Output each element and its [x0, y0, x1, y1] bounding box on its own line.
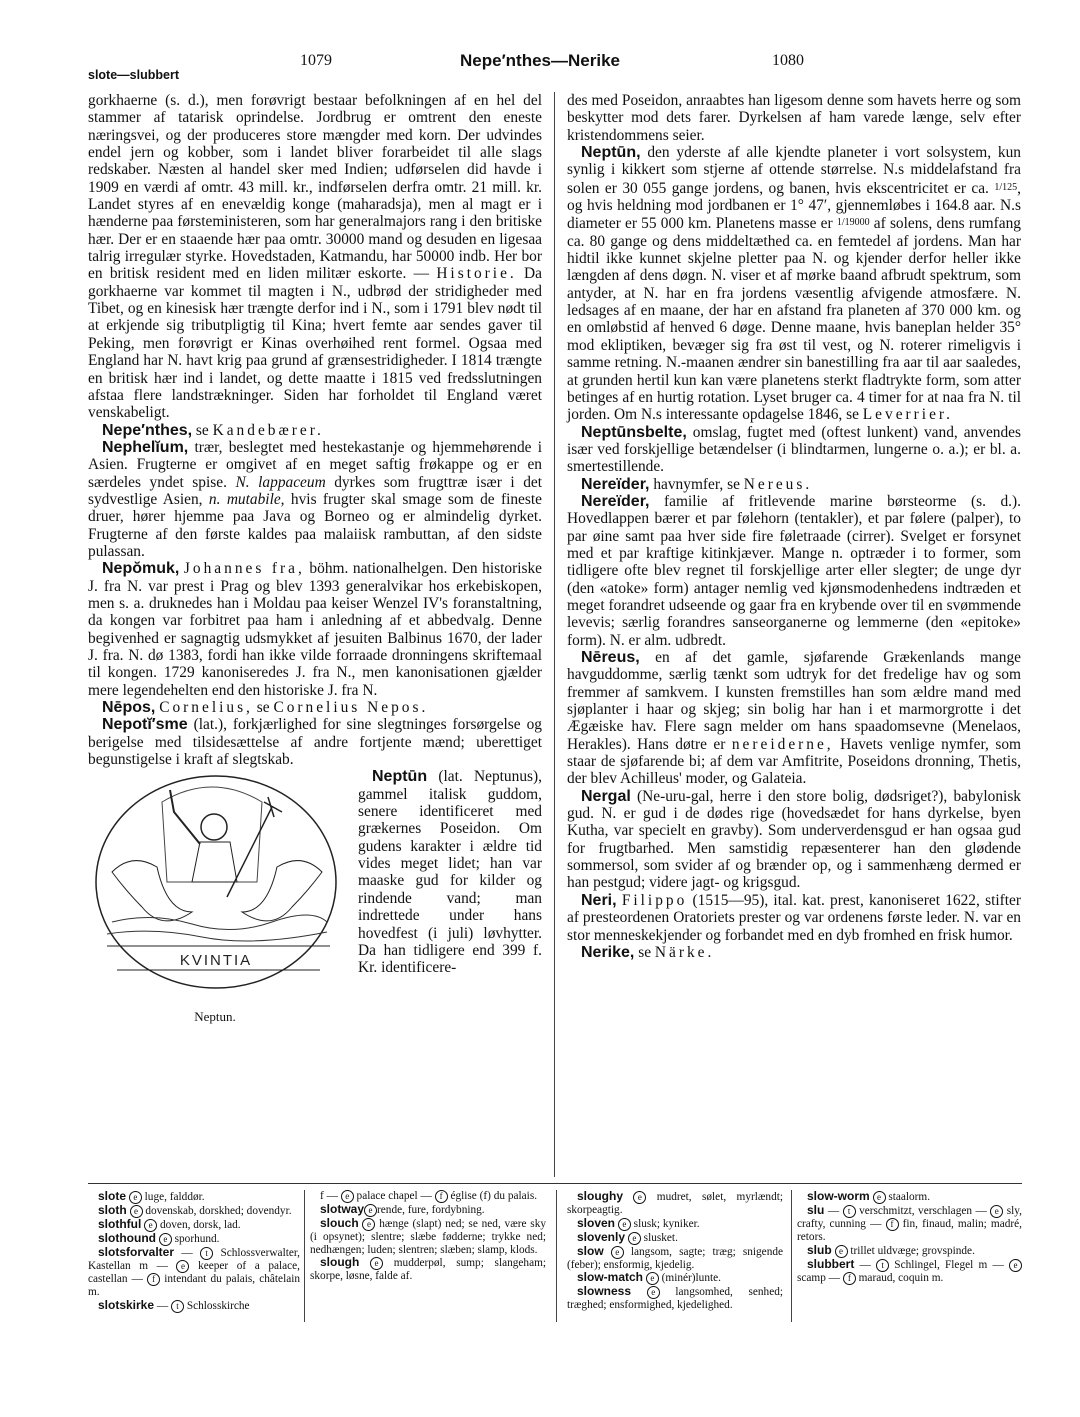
entry-text: des med Poseidon, anraabtes han ligesom denne som havets herre og som beskytter mod dets farer. Dyrkelsen af ham varede længe, selv efter kristendommens seier. — [567, 92, 1021, 144]
encyclopedia-entry — [797, 1204, 1022, 1244]
dictionary-column-4 — [797, 1190, 1022, 1285]
spaced-term: Leverrier. — [862, 406, 954, 424]
entry-headword: slothful — [98, 1217, 142, 1231]
spaced-term: Filippo — [621, 891, 688, 909]
figure-caption: Neptun. — [194, 1009, 236, 1025]
spaced-term: Närke. — [654, 943, 715, 961]
entry-text: Havets venlige nymfer, som staar de sjøfarende bi; af dem var Amfitrite, Poseidons dronning, Thetis, der blev Achilleus' moder, og Galateia. — [567, 735, 1021, 788]
neptune-illustration — [88, 772, 350, 1025]
entry-text — [604, 1246, 611, 1258]
entry-text: Schlosskirche — [184, 1299, 250, 1312]
left-column — [88, 92, 543, 1025]
encyclopedia-entry — [88, 1299, 300, 1313]
spaced-term: Cornelius, — [159, 699, 253, 717]
neptune-engraving — [92, 772, 342, 1004]
encyclopedia-entry — [567, 1217, 783, 1231]
encyclopedia-entry — [567, 1245, 783, 1272]
language-marker: f — [147, 1273, 160, 1286]
entry-text: hænge (slapt) ned; se ned, være sky (i opsynet); slentre; slæbe fødderne; trykke ned; nedhængen; luden; slentren; slæben; slamp, klods. — [310, 1218, 546, 1256]
entry-text: slusket. — [640, 1231, 678, 1244]
entry-text: Da gorkhaerne var kommet til magten i N., udbrød der stridigheder med Tibet, og en kinesisk hær trængte derfor ind i N., som i 1791 blev nødt til at erkjende sig tributpligtig til Kina; hvert femte aar sendes gaver til Peking, men forøvrigt er Kinas overhøihed rent formel. Ogsaa med England har N. havt krig paa grund af grænsestridigheder. I 1814 trængte en britisk hær ind i landet, og dette maatte i 1815 ved fredsslutningen afstaa flere landstrækninger. Siden har forholdet til England været venskabeligt. — [88, 265, 543, 422]
entry-text: gorkhaerne (s. d.), men forøvrigt bestaar befolkningen af en hel del stammer af tatarisk oprindelse. Jordbrug er omtrent den eneste næringsvei, og der produceres store mængder med korn. Der udvindes endel jern og kobber, som i landet bliver forarbeidet til alle slags redskaber. Næsten al handel sker med Indien; udførselen did havde i 1909 en værdi af omtr. 43 mill. kr., indførselen derfra omtr. 21 mill. kr. Landet styres af en enevældig konge (maharadsja), men al magt er i hænderne paa førsteministeren, som har generalmajors rang i den britiske hær. Der er en staaende hær paa omtr. 30000 mand og desuden en ligesaa talrig irregulær styrke. Hovedstaden, Katmandu, har 50000 indb. Her bor en britisk resident med en liden militær eskorte. — — [88, 92, 542, 283]
entry-text: den yderste af alle kjendte planeter i vort solsystem, kun synlig i kikkert som stjerne af ottende størrelse. N.s middelafstand fra solen er 30 055 gange jordens, og banen, hvis ekscentricitet er ca. — [567, 144, 1021, 197]
entry-text: staalorm. — [885, 1191, 931, 1203]
entry-text — [631, 1286, 647, 1298]
entry-headword: slow-worm — [807, 1189, 870, 1203]
encyclopedia-entry — [567, 1190, 783, 1217]
entry-text: böhm. nationalhelgen. Den historiske J. fra N. var prest i Prag og blev 1393 generalvikar hos erkebiskopen, men s. a. druknedes han i Moldau paa keiser Wenzel IV's foranstaltning, da kongen var forbitret paa ham i anledning af et abbedvalg. Denne begivenhed er sagnagtig udsmykket af jesuiten Balbinus 1670, der lader J. fra. N. dø 1383, fordi han ikke vilde forraade dronningens skriftemaal til kongen. 1729 kanoniseredes J. fra N., men kanonisationen gjælder mere legendehelten end den historiske J. fra N. — [88, 560, 542, 699]
entry-text: dyrkes som frugttræ især i det sydvestlige Asien, — [88, 473, 542, 508]
entry-headword: slouch — [320, 1216, 359, 1230]
entry-headword: Nēreus, — [581, 649, 640, 666]
entry-text: intendant du palais, châtelain m. — [88, 1273, 301, 1298]
entry-text: langsomhed, senhed; træghed; ensformighed, kjedelighed. — [567, 1286, 784, 1312]
entry-headword: slow-match — [577, 1270, 644, 1285]
entry-headword: slote — [98, 1189, 127, 1203]
encyclopedia-entry — [88, 1232, 300, 1246]
language-marker: f — [843, 1272, 856, 1285]
italic-term: N. lappaceum — [235, 473, 326, 491]
spaced-term: Kandebærer. — [212, 421, 324, 439]
entry-headword: slothound — [98, 1231, 156, 1245]
entry-headword: sloven — [577, 1215, 616, 1230]
entry-text: mudret, sølet, myrlændt; skorpeagtig. — [567, 1191, 783, 1216]
language-marker: t — [171, 1300, 184, 1313]
entry-headword: sloughy — [577, 1189, 624, 1203]
entry-text: rende, fure, fordybning. — [377, 1204, 485, 1216]
language-marker: e — [370, 1257, 383, 1270]
entry-text: f — — [320, 1190, 341, 1202]
entry-text: se — [634, 943, 655, 961]
entry-headword: slow — [577, 1243, 604, 1258]
page-number-left: 1079 — [300, 52, 332, 69]
entry-headword: Nepotĭ′sme — [102, 716, 188, 734]
entry-text: trær, beslegtet med hestekastanje og hjemmehørende i Asien. Frugterne er omgivet af en meget saftig frøkappe og er en særdeles yndet spise. — [88, 438, 542, 491]
inscription-text: KVINTIA — [179, 952, 253, 970]
entry-text: havnymfer, se — [649, 475, 744, 493]
entry-text: scamp — — [797, 1271, 843, 1284]
encyclopedia-entry — [88, 422, 542, 439]
entry-text: trillet uldvæge; grovspinde. — [847, 1244, 975, 1257]
entry-headword: slub — [807, 1242, 832, 1257]
spaced-term: Nereus. — [743, 475, 813, 493]
language-marker: t — [843, 1205, 856, 1218]
entry-text: doven, dorsk, lad. — [157, 1219, 241, 1231]
encyclopedia-entry — [310, 1256, 546, 1283]
entry-text: fin, finaud, malin; madré, retors. — [797, 1218, 1022, 1243]
fraction: 1/125 — [994, 181, 1018, 193]
encyclopedia-entry — [567, 476, 1021, 493]
encyclopedia-entry — [567, 1285, 783, 1312]
language-marker: e — [835, 1245, 848, 1258]
entry-headword: slotsforvalter — [98, 1245, 175, 1259]
entry-text: (Ne-uru-gal, herre i den store bolig, dødsriget?), babylonisk gud. N. er gud i de dødes rige (hovedsædet for hans dyrkelse, byen Kutha, var specielt en gravby). Som underverdensgud er han ogsaa gud for frugtbarhed. Men samstidig repæsenterer han den glødende sommersol, som svider af og brænder op, og i sammenhæng dermed er han pestgud; videre jagt- og krigsgud. — [567, 787, 1021, 892]
language-marker: e — [129, 1191, 142, 1204]
entry-headword: Nēpos, — [102, 699, 156, 717]
language-marker: e — [618, 1218, 631, 1231]
encyclopedia-entry — [567, 892, 1021, 944]
language-marker: t — [200, 1247, 213, 1260]
encyclopedia-entry — [567, 1231, 783, 1245]
entry-text — [359, 1257, 370, 1269]
entry-text: Schlingel, Flegel m — — [889, 1258, 1009, 1271]
encyclopedia-entry — [88, 716, 542, 768]
entry-headword: Neri, — [581, 891, 617, 909]
language-marker: e — [159, 1233, 172, 1246]
entry-text: (minér)lunte. — [658, 1272, 721, 1285]
language-marker: t — [876, 1259, 889, 1272]
encyclopedia-entry — [567, 424, 1021, 476]
entry-text: hvis frugter skal smage som de fineste druer, hører hjemme paa Java og Borneo og er almindelig dyrket. Frugterne af den første kaldes paa malaiisk rambuttan, af den sidste pulassan. — [88, 490, 542, 560]
entry-text: langsom, sagte; træg; snigende (feber); ensformig, kjedelig. — [567, 1245, 784, 1271]
page-number-right: 1080 — [772, 52, 804, 69]
language-marker: f — [435, 1190, 448, 1203]
entry-text: , og hvis heldning mod jordbanen er 1° 47′, gjennemløbes i 164.8 aar. N.s diameter er 55 000 km. Planetens masse er — [567, 179, 1021, 233]
entry-text — [623, 1191, 633, 1203]
language-marker: e — [176, 1260, 189, 1273]
language-marker: e — [1009, 1259, 1022, 1272]
right-column — [567, 92, 1021, 961]
spaced-term: Historie. — [436, 265, 517, 283]
encyclopedia-entry — [567, 1271, 783, 1285]
language-marker: e — [144, 1219, 157, 1232]
encyclopedia-entry — [88, 768, 542, 1025]
encyclopedia-entry — [88, 1204, 300, 1218]
entry-headword: Nepŏmuk, — [102, 560, 180, 578]
entry-headword: Neptūn — [372, 768, 428, 786]
entry-headword: Nepe′nthes, — [102, 421, 193, 439]
encyclopedia-entry — [88, 1246, 300, 1299]
language-marker: e — [611, 1246, 624, 1259]
encyclopedia-entry — [567, 649, 1021, 788]
entry-headword: slubbert — [807, 1256, 855, 1271]
language-marker: f — [886, 1218, 899, 1231]
continued-text — [88, 92, 542, 422]
encyclopedia-entry — [88, 1218, 300, 1232]
column-divider — [554, 92, 555, 1177]
entry-text: mudderpøl, sump; slangeham; skorpe, løsne, falde af. — [310, 1257, 547, 1283]
entry-text: se — [192, 421, 213, 439]
encyclopedia-entry — [567, 144, 1021, 424]
entry-text: en af det gamle, sjøfarende Grækenlands mange havguddomme, særlig tænkt som udtryk for det fredelige hav og som fremmer af samkvem. I kunsten fremstilles han som ældre mand med sjøplanter i haar og skjeg; sin bolig har han i et marmorgrotte i det Ægæiske hav. Flere sagn melder om hans spaadomsevne (Menelaos, Herakles). Hans døtre er — [567, 649, 1021, 753]
entry-text: (lat.), forkjærlighed for sine slegtninges forsørgelse og berigelse med tilsidesættelse af andre fortjente mænd; uberettiget begunstigelse i kraft af slegtskab. — [88, 716, 542, 769]
encyclopedia-entry — [567, 788, 1021, 892]
entry-text: luge, falddør. — [141, 1191, 205, 1203]
entry-headword: slu — [807, 1203, 825, 1217]
spaced-term: nereiderne, — [731, 735, 834, 753]
entry-text: — — [154, 1299, 171, 1312]
language-marker: e — [362, 1218, 375, 1231]
language-marker: e — [873, 1191, 886, 1204]
italic-term: n. mutabile, — [208, 490, 285, 508]
spaced-term: Cornelius Nepos. — [273, 699, 429, 717]
language-marker: e — [341, 1190, 354, 1203]
entry-text: sporhund. — [171, 1233, 220, 1245]
entry-headword: Nereïder, — [581, 492, 650, 510]
entry-text: familie af fritlevende marine børsteorme (s. d.). Hovedlappen bærer et par følehorn (tentakler), et par følere (palper), to par øine samt paa hver side fire føletraade (cirrer). Svelget er forsynet med et par kraftige kitinkjæver. Mange n. optræder i to former, som tidligere ofte blev regnet til forskjellige arter eller slegter; de unge dyr (den «atoke» form) antager nemlig ved kjønsmodenhedens indtræden et meget forandret udseende og gaar fra en krybende over til en svømmende levevis; særlig forandres sanseorganerne og lemmerne (den «epitoke» form). N. er alm. udbredt. — [567, 492, 1021, 649]
entry-text: — — [824, 1205, 843, 1217]
entry-headword: slovenly — [577, 1229, 626, 1244]
entry-text: omslag, fugtet med (oftest lunkent) vand, anvendes især ved forskjellige betændelser (i blindtarmen, lungerne o. a.); er bl. a. smertestillende. — [567, 423, 1021, 476]
entry-text: af solens, dens rumfang ca. 80 gange og dens middeltæthed ca. en femtedel af jordens. Man har hidtil ikke kunnet skjelne pletter paa N. og kjender derfor heller ikke længden af dens døgn. N. viser et af mørke baand afbrudt spektrum, som antyder, at N. har en fra jordens væsentlig afvigende atmosfære. N. ledsages af en maane, der har en afstand fra planeten af 370 000 km. og en omløbstid af henved 6 døge. Denne maane, hvis baneplan helder 35° mod ekliptiken, bevæger sig fra øst til vest, og N. roterer rimeligvis i samme retning. N.-maanen ændrer sin banestilling fra aar til aar saaledes, at grunden hertil kun kan være planetens sterkt fladtrykte form, som atter betinges af en hurtig rotation. Lyset bruger ca. 4 timer for at naa fra N. til jorden. Om N.s interessante opdagelse 1846, se — [567, 215, 1021, 424]
fraction: 1/19000 — [836, 217, 870, 229]
section-range: slote—slubbert — [88, 68, 179, 82]
encyclopedia-entry — [797, 1258, 1022, 1285]
entry-text: dovenskab, dorskhed; dovendyr. — [142, 1205, 292, 1217]
encyclopedia-entry — [310, 1217, 546, 1256]
entry-headword: sloth — [98, 1203, 127, 1217]
entry-text: — — [854, 1258, 877, 1271]
dictionary-column-3 — [567, 1190, 783, 1312]
entry-text: (lat. Neptunus), gammel italisk guddom, senere identificeret med grækernes Poseidon. Om gudens karakter i ældre tid vides meget lidet; han var maaske gud for kilder og rindende vand; man indrettede under hans hovedfest (i juli) løvhytter. Da han tidligere end 399 f. Kr. identificere- — [358, 768, 542, 977]
encyclopedia-entry — [567, 944, 1021, 961]
language-marker: e — [646, 1272, 659, 1285]
language-marker: e — [628, 1232, 641, 1245]
entry-text: (1515—95), ital. kat. prest, kanoniseret 1622, stifter af presteordenen Oratoriets prester og var ordenens første leder. N. var en stor menneskekjender og forbandet med en dyb fromhed en frisk humor. — [567, 891, 1021, 944]
encyclopedia-entry — [797, 1244, 1022, 1258]
entry-text: sly, crafty, cunning — — [797, 1205, 1022, 1230]
entry-headword: Nerike, — [581, 943, 635, 961]
entry-text: église (f) du palais. — [447, 1190, 538, 1202]
footer-column-divider — [556, 1190, 557, 1322]
entry-text: palace chapel — — [353, 1190, 435, 1202]
entry-text: Schlossverwalter, Kastellan m — — [88, 1247, 300, 1272]
footer-divider — [88, 1183, 1022, 1184]
dictionary-column-2 — [310, 1190, 546, 1283]
entry-headword: Neptūnsbelte, — [581, 423, 687, 441]
encyclopedia-entry — [88, 1190, 300, 1204]
language-marker: e — [633, 1191, 646, 1204]
language-marker: e — [990, 1205, 1003, 1218]
entry-headword: slotway — [320, 1202, 365, 1216]
entry-text: maraud, coquin m. — [855, 1271, 944, 1284]
entry-text: — — [174, 1247, 201, 1259]
encyclopedia-entry — [797, 1190, 1022, 1204]
entry-text: verschmitzt, verschlagen — — [855, 1205, 991, 1217]
entry-headword: slough — [320, 1255, 360, 1270]
entry-headword: slowness — [577, 1284, 632, 1299]
language-marker: e — [364, 1204, 377, 1217]
spaced-term: Johannes fra, — [183, 560, 305, 578]
entry-headword: Nephelĭum, — [102, 438, 189, 456]
encyclopedia-entry — [567, 493, 1021, 649]
entry-headword: Nereïder, — [581, 475, 650, 493]
entry-text: se — [252, 699, 274, 717]
encyclopedia-entry — [88, 699, 542, 716]
encyclopedia-entry — [88, 439, 542, 560]
footer-column-divider — [791, 1190, 792, 1322]
dictionary-column-1 — [88, 1190, 300, 1313]
entry-headword: Nergal — [581, 787, 631, 805]
continued-text — [567, 92, 1021, 144]
encyclopedia-entry — [88, 560, 542, 699]
language-marker: e — [647, 1286, 660, 1299]
encyclopedia-entry — [310, 1203, 546, 1217]
language-marker: e — [130, 1205, 143, 1218]
entry-headword: Neptūn, — [581, 144, 641, 162]
entry-text: keeper of a palace, castellan — — [88, 1260, 300, 1285]
page-title: Nepe′nthes—Nerike — [460, 51, 620, 70]
entry-headword: slotskirke — [98, 1297, 155, 1312]
footer-column-divider — [304, 1190, 305, 1322]
entry-text: slusk; kyniker. — [630, 1217, 700, 1230]
